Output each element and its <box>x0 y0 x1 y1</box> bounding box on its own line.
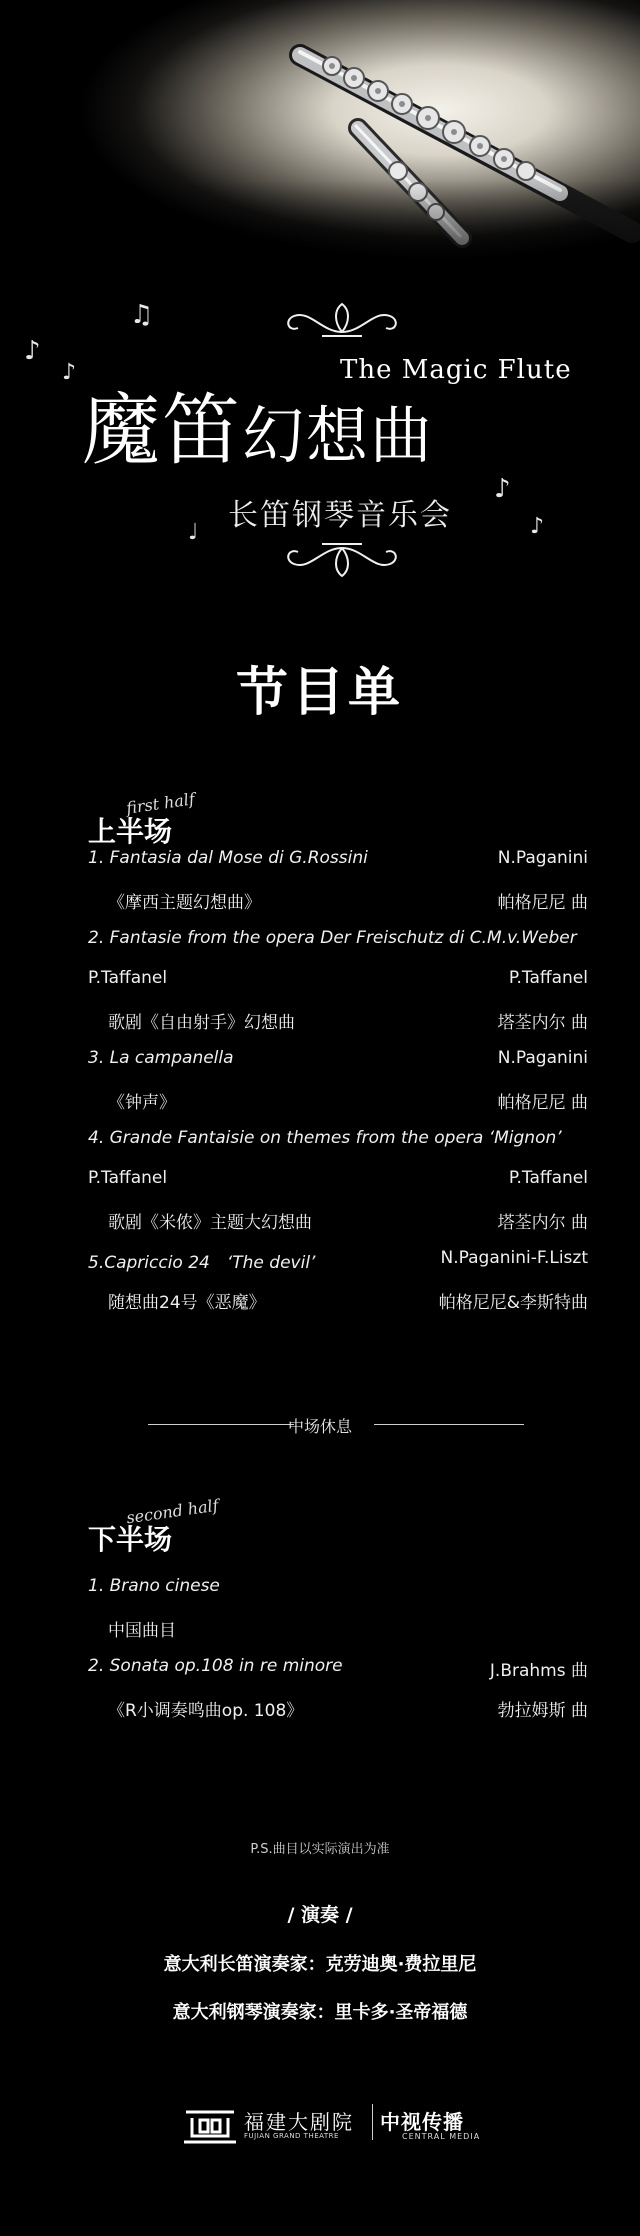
music-note-icon: ♪ <box>530 514 545 539</box>
first-half-label-cn: 上半场 <box>88 815 173 848</box>
piece-title: P.Taffanel <box>88 968 168 988</box>
second-half-label-en: second half <box>125 1495 220 1528</box>
piece-title: 2. Fantasie from the opera Der Freischutz di C.M.v.Weber <box>88 928 577 948</box>
title-chinese <box>82 368 434 480</box>
composer: 勃拉姆斯 曲 <box>497 1701 588 1721</box>
program-row <box>0 920 640 960</box>
central-media-name-cn: 中视传播 <box>380 2110 464 2134</box>
piece-title: 歌剧《自由射手》幻想曲 <box>108 1013 295 1033</box>
piece-title: 中国曲目 <box>108 1621 176 1641</box>
composer: N.Paganini <box>497 1048 588 1068</box>
composer: 帕格尼尼 曲 <box>497 1093 588 1113</box>
program-row <box>0 1608 640 1648</box>
theatre-name-en: FUJIAN GRAND THEATRE <box>244 2132 339 2140</box>
composer: N.Paganini-F.Liszt <box>440 1248 588 1268</box>
title-chinese-rest: 幻想曲 <box>242 399 435 472</box>
program-row <box>0 1040 640 1080</box>
composer: P.Taffanel <box>508 968 588 988</box>
central-media-logo <box>380 2106 490 2146</box>
piece-title: 《摩西主题幻想曲》 <box>108 893 261 913</box>
ornament-bottom <box>282 540 402 580</box>
theatre-name-cn: 福建大剧院 <box>244 2110 354 2134</box>
program-row <box>0 1000 640 1040</box>
ornament-top <box>282 300 402 340</box>
footer-divider <box>372 2104 373 2140</box>
performer-piano: 意大利钢琴演奏家：里卡多·圣帝福德 <box>172 2002 468 2023</box>
program-row <box>0 1120 640 1160</box>
piece-title: 3. La campanella <box>88 1048 234 1068</box>
second-half-label-cn: 下半场 <box>88 1523 173 1556</box>
program-row <box>0 1280 640 1320</box>
subtitle: 长笛钢琴音乐会 <box>228 498 452 533</box>
piece-title: 《R小调奏鸣曲op. 108》 <box>108 1701 304 1721</box>
composer: 塔荃内尔 曲 <box>497 1213 588 1233</box>
piece-title: 5.Capriccio 24 ‘The devil’ <box>88 1253 316 1273</box>
piece-title: 4. Grande Fantaisie on themes from the opera ‘Mignon’ <box>88 1128 562 1148</box>
hero-fade <box>0 180 640 300</box>
composer: 帕格尼尼&李斯特曲 <box>438 1293 588 1313</box>
music-note-icon: ♪ <box>62 360 77 385</box>
central-media-name-en: CENTRAL MEDIA <box>402 2132 481 2141</box>
program-row <box>0 960 640 1000</box>
program-row <box>0 1568 640 1608</box>
piece-title: 1. Brano cinese <box>88 1576 220 1596</box>
program-row <box>0 1240 640 1280</box>
program-row <box>0 1200 640 1240</box>
music-note-icon: ♪ <box>24 336 41 366</box>
music-note-icon: ♪ <box>494 474 511 504</box>
performer-flute: 意大利长笛演奏家：克劳迪奥·费拉里尼 <box>163 1954 477 1975</box>
interval-label: 中场休息 <box>287 1417 352 1436</box>
program-row <box>0 840 640 880</box>
theatre-logo-icon <box>182 2106 238 2146</box>
piece-title: 1. Fantasia dal Mose di G.Rossini <box>88 848 368 868</box>
music-note-icon: ♩ <box>188 520 199 545</box>
piece-title: 歌剧《米侬》主题大幻想曲 <box>108 1213 312 1233</box>
program-row <box>0 1160 640 1200</box>
performers-title: / 演奏 / <box>287 1904 353 1926</box>
hero-flute-image <box>0 0 640 300</box>
composer: 帕格尼尼 曲 <box>497 893 588 913</box>
piece-title: P.Taffanel <box>88 1168 168 1188</box>
interval-divider <box>0 1410 640 1440</box>
title-english: The Magic Flute <box>340 355 572 385</box>
program-row <box>0 880 640 920</box>
footer-logos <box>0 2090 640 2170</box>
composer: N.Paganini <box>497 848 588 868</box>
program-title: 节目单 <box>235 663 404 723</box>
ps-note: P.S.曲目以实际演出为准 <box>250 1842 390 1857</box>
fujian-grand-theatre-logo <box>182 2106 370 2146</box>
piece-title: 2. Sonata op.108 in re minore <box>88 1656 343 1676</box>
program-row <box>0 1648 640 1688</box>
divider-line <box>374 1424 524 1425</box>
title-chinese-main: 魔笛 <box>82 386 243 476</box>
composer: P.Taffanel <box>508 1168 588 1188</box>
piece-title: 随想曲24号《恶魔》 <box>108 1293 266 1313</box>
music-note-icon: ♫ <box>130 300 154 330</box>
composer: 塔荃内尔 曲 <box>497 1013 588 1033</box>
composer: J.Brahms 曲 <box>489 1661 588 1681</box>
program-row <box>0 1688 640 1728</box>
program-row <box>0 1080 640 1120</box>
first-half-label-en: first half <box>125 789 196 818</box>
piece-title: 《钟声》 <box>108 1093 176 1113</box>
